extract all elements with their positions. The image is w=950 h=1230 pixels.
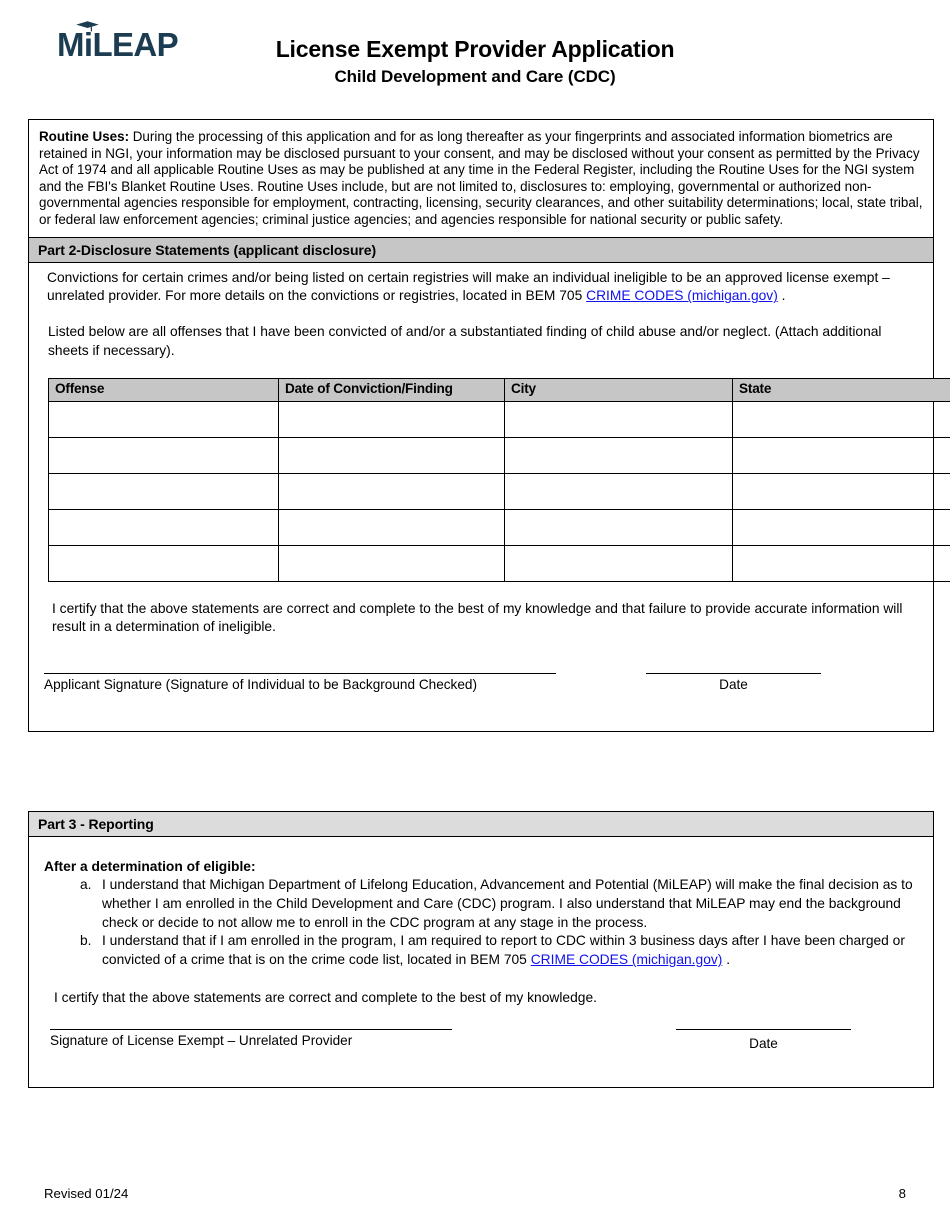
routine-uses-body: During the processing of this application and for as long thereafter as your fingerprints and associated information biometrics are retained in NGI, your information may be disclosed pursuant to your consent, and may be disclosed without your consent as permitted by the Privacy Act of 1974 and all applicable Routine Uses as may be published at any time in the Federal Register, including the Routine Uses for the NGI system and the FBI's Blanket Routine Uses. Routine Uses include, but are not limited to, disclosures to: employing, governmental or authorized non-governmental agencies responsible for employment, contracting, licensing, security clearances, and other suitability determinations; local, state tribal, or federal law enforcement agencies; criminal justice agencies; and agencies responsible for national security or public safety. bbox=[39, 129, 923, 228]
state-cell[interactable] bbox=[733, 545, 950, 581]
list-item-marker: b. bbox=[80, 933, 92, 949]
part2-section-bar: Part 2-Disclosure Statements (applicant disclosure) bbox=[29, 237, 933, 263]
date-cell[interactable] bbox=[279, 437, 505, 473]
provider-signature-field[interactable] bbox=[50, 1029, 452, 1048]
offense-cell[interactable] bbox=[49, 437, 279, 473]
part2-container bbox=[28, 119, 934, 732]
date-cell[interactable] bbox=[279, 401, 505, 437]
list-item-marker: a. bbox=[80, 877, 92, 892]
offense-column-header: Offense bbox=[49, 378, 279, 401]
page-number: 8 bbox=[898, 1186, 906, 1201]
state-cell[interactable] bbox=[733, 401, 950, 437]
date-cell[interactable] bbox=[279, 473, 505, 509]
part3-container bbox=[28, 811, 934, 1088]
part3-signature-row bbox=[40, 1029, 922, 1075]
part3-list bbox=[40, 876, 922, 970]
offense-cell[interactable] bbox=[49, 545, 279, 581]
part2-signature-row bbox=[40, 673, 922, 719]
table-row bbox=[49, 401, 950, 437]
city-cell[interactable] bbox=[505, 545, 733, 581]
part3-body bbox=[29, 837, 933, 1087]
city-cell[interactable] bbox=[505, 509, 733, 545]
page-subtitle: Child Development and Care (CDC) bbox=[334, 67, 616, 87]
part3-date-field[interactable] bbox=[676, 1029, 851, 1051]
part2-body bbox=[29, 263, 933, 732]
date-cell[interactable] bbox=[279, 545, 505, 581]
city-cell[interactable] bbox=[505, 401, 733, 437]
part2-listed-below-paragraph: Listed below are all offenses that I have been convicted of and/or a substantiated finding of child abuse and/or neglect. (Attach additional sheets if necessary). bbox=[48, 324, 882, 358]
applicant-signature-label: Applicant Signature (Signature of Individual to be Background Checked) bbox=[44, 677, 478, 693]
part2-certification-text: I certify that the above statements are correct and complete to the best of my knowledge and that failure to provide accurate information will result in a determination of ineligible. bbox=[52, 600, 903, 635]
svg-text:MiLEAP: MiLEAP bbox=[57, 26, 179, 63]
table-row bbox=[49, 473, 950, 509]
provider-signature-label: Signature of License Exempt – Unrelated Provider bbox=[50, 1032, 353, 1048]
table-row bbox=[49, 437, 950, 473]
table-row bbox=[49, 509, 950, 545]
part2-date-field[interactable] bbox=[646, 673, 821, 692]
routine-uses-paragraph bbox=[29, 120, 933, 237]
date-cell[interactable] bbox=[279, 509, 505, 545]
crime-codes-link-part2[interactable]: CRIME CODES (michigan.gov) bbox=[586, 288, 778, 304]
part2-intro-text-after-link: . bbox=[777, 288, 786, 304]
part2-intro-paragraph bbox=[40, 269, 922, 307]
state-cell[interactable] bbox=[733, 473, 950, 509]
crime-codes-link-part3[interactable]: CRIME CODES (michigan.gov) bbox=[530, 952, 723, 967]
state-cell[interactable] bbox=[733, 509, 950, 545]
part3-heading: After a determination of eligible: bbox=[44, 859, 256, 874]
city-cell[interactable] bbox=[505, 473, 733, 509]
page-footer bbox=[44, 1186, 906, 1201]
part2-intro-text-before-link: Convictions for certain crimes and/or being listed on certain registries will make an individual ineligible to be an approved license exempt – unrelated provider. For more details on the convictions or registries, located in BEM 705 bbox=[47, 269, 890, 304]
routine-uses-label: Routine Uses: bbox=[39, 129, 130, 144]
state-column-header: State bbox=[733, 378, 950, 401]
offense-cell[interactable] bbox=[49, 509, 279, 545]
paragraph-spacer bbox=[40, 306, 922, 323]
city-cell[interactable] bbox=[505, 437, 733, 473]
title-block bbox=[0, 36, 950, 87]
page-header bbox=[0, 0, 950, 110]
applicant-signature-field[interactable] bbox=[44, 673, 556, 692]
date-of-conviction-column-header: Date of Conviction/Finding bbox=[279, 378, 505, 401]
part3-date-label: Date bbox=[749, 1035, 778, 1051]
list-item bbox=[40, 932, 922, 970]
list-item bbox=[40, 876, 922, 932]
provider-signature-line bbox=[50, 1029, 452, 1030]
revised-date: Revised 01/24 bbox=[44, 1186, 129, 1201]
part3-section-bar: Part 3 - Reporting bbox=[29, 812, 933, 837]
part3-certification-text: I certify that the above statements are correct and complete to the best of my knowledge. bbox=[54, 989, 597, 1005]
state-cell[interactable] bbox=[733, 437, 950, 473]
part2-date-label: Date bbox=[719, 677, 748, 693]
offense-table-header-row bbox=[49, 378, 950, 401]
list-item-text-before-link: I understand that if I am enrolled in the program, I am required to report to CDC within 3 business days after I have been charged or convicted of a crime that is on the crime code list, located in BEM 705 bbox=[102, 933, 905, 967]
part2-date-line bbox=[646, 673, 821, 674]
list-item-text: I understand that Michigan Department of Lifelong Education, Advancement and Potential (MiLEAP) will make the final decision as to whether I am enrolled in the Child Development and Care (CDC) program. I also understand that MiLEAP may end the background check or decide to not allow me to enroll in the CDC program at any stage in the process. bbox=[102, 877, 913, 930]
offense-cell[interactable] bbox=[49, 401, 279, 437]
offense-cell[interactable] bbox=[49, 473, 279, 509]
part3-date-line bbox=[676, 1029, 851, 1030]
offense-table bbox=[48, 378, 950, 582]
table-row bbox=[49, 545, 950, 581]
list-item-text-after-link: . bbox=[722, 952, 731, 967]
page-title: License Exempt Provider Application bbox=[275, 36, 675, 62]
applicant-signature-line bbox=[44, 673, 556, 674]
city-column-header: City bbox=[505, 378, 733, 401]
